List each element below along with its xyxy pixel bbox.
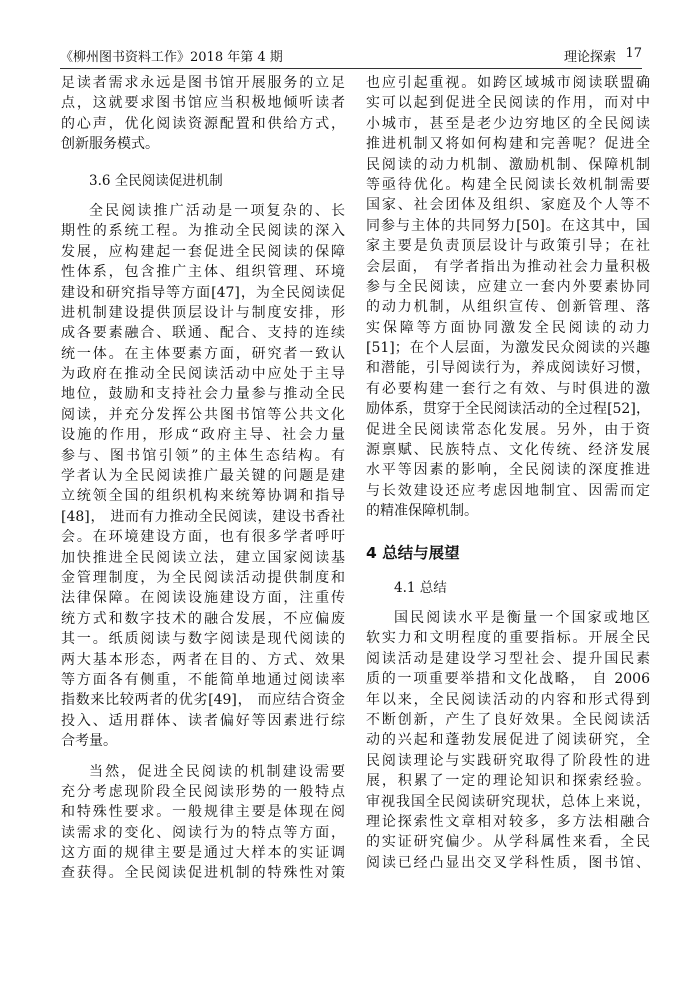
text-line: 其一。纸质阅读与数字阅读是现代阅读的 xyxy=(61,631,345,648)
text-line: 等亟待优化。构建全民阅读长效机制需要 xyxy=(366,176,650,193)
subheading-4-1: 4.1 总结 xyxy=(394,579,447,596)
journal-citation: 《柳州图书资料工作》2018 年第 4 期 xyxy=(60,50,283,65)
left-column xyxy=(61,73,345,884)
text-line: 足读者需求永远是图书馆开展服务的立足 xyxy=(61,75,345,91)
text-line: 金管理制度，为全民阅读活动提供制度和 xyxy=(61,569,345,586)
text-line: 立统领全国的组织机构来统筹协调和指导 xyxy=(61,488,345,505)
text-line: 创新服务模式。 xyxy=(61,136,159,153)
text-line: 成各要素融合、联通、配合、支持的连续 xyxy=(61,325,345,342)
page-number: 17 xyxy=(625,46,642,61)
text-line: 源禀赋、民族特点、文化传统、经济发展 xyxy=(366,442,650,459)
text-line: 投入、适用群体、读者偏好等因素进行综 xyxy=(61,712,345,729)
paragraph-special xyxy=(61,762,345,884)
text-line: 国家、社会团体及组织、家庭及个人等不 xyxy=(366,197,650,214)
text-line: 设施的作用，形成“政府主导、社会力量 xyxy=(61,427,345,444)
text-line: 实保障等方面协同激发全民阅读的动力 xyxy=(366,319,650,336)
text-line: 充分考虑现阶段全民阅读形势的一般特点 xyxy=(61,783,345,800)
text-line: [51]；在个人层面，为激发民众阅读的兴趣 xyxy=(366,340,650,357)
text-line: 有必要构建一套行之有效、与时俱进的激 xyxy=(366,380,650,397)
text-line: 发展，应构建起一套促进全民阅读的保障 xyxy=(61,243,345,260)
text-line: 期性的系统工程。为推动全民阅读的深入 xyxy=(61,223,345,240)
text-line: 两大基本形态，两者在目的、方式、效果 xyxy=(61,651,345,668)
text-line: 的精准保障机制。 xyxy=(366,503,478,520)
text-line: 加快推进全民阅读立法，建立国家阅读基 xyxy=(61,549,345,566)
section-4-title: 4 总结与展望 xyxy=(366,543,460,562)
section-label: 理论探索 xyxy=(563,50,616,65)
text-line: 会。在环境建设方面，也有很多学者呼吁 xyxy=(61,529,345,546)
text-line: 动的兴起和蓬勃发展促进了阅读研究，全 xyxy=(366,732,650,749)
subheading-3-6: 3.6 全民阅读促进机制 xyxy=(89,172,223,189)
text-line: 阅读已经凸显出交叉学科性质，图书馆、 xyxy=(366,854,650,871)
text-line: 全民阅读推广活动是一项复杂的、长 xyxy=(89,202,345,219)
text-line: 水平等因素的影响，全民阅读的深度推进 xyxy=(366,462,650,479)
text-line: 展，积累了一定的理论知识和探索经验。 xyxy=(366,773,650,790)
text-line: [48]， 进而有力推动全民阅读，建设书香社 xyxy=(61,508,345,525)
text-line: 的实证研究偏少。从学科属性来看，全民 xyxy=(366,834,650,851)
running-header xyxy=(60,38,642,69)
text-line: 地位，鼓励和支持社会力量参与推动全民 xyxy=(61,386,345,403)
paragraph-continued xyxy=(366,73,650,522)
text-line: 为政府在推动全民阅读活动中应处于主导 xyxy=(61,366,345,383)
text-line: 参与全民阅读，应建立一套内外要素协同 xyxy=(366,278,650,295)
text-line: 国民阅读水平是衡量一个国家或地区 xyxy=(394,609,650,626)
text-line: 合考量。 xyxy=(61,733,117,750)
text-line: 当然，促进全民阅读的机制建设需要 xyxy=(89,763,345,780)
text-line: 等方面各有侧重，不能简单地通过阅读率 xyxy=(61,671,345,688)
text-line: 软实力和文明程度的重要指标。开展全民 xyxy=(366,630,650,647)
text-line: 点，这就要求图书馆应当积极地倾听读者 xyxy=(61,95,345,112)
text-line: 这方面的规律主要是通过大样本的实证调 xyxy=(61,845,345,862)
text-line: 家主要是负责顶层设计与政策引导；在社 xyxy=(366,238,650,255)
text-line: 指数来比较两者的优劣[49]， 而应结合资金 xyxy=(61,692,345,709)
text-line: 建设和研究指导等方面[47]，为全民阅读促 xyxy=(61,284,345,301)
text-line: 也应引起重视。如跨区域城市阅读联盟确 xyxy=(366,75,650,91)
text-line: 查获得。全民阅读促进机制的特殊性对策 xyxy=(61,865,345,882)
text-line: 民阅读理论与实践研究取得了阶段性的进 xyxy=(366,752,650,769)
text-line: 法律保障。在阅读设施建设方面，注重传 xyxy=(61,590,345,607)
text-line: 统方式和数字技术的融合发展，不应偏废 xyxy=(61,610,345,627)
text-line: 阅读活动是建设学习型社会、提升国民素 xyxy=(366,650,650,667)
text-line: 理论探索性文章相对较多，多方法相融合 xyxy=(366,813,650,830)
text-line: 推进机制又将如何构建和完善呢？促进全 xyxy=(366,136,650,153)
text-line: 会层面， 有学者指出为推动社会力量积极 xyxy=(366,258,650,275)
text-line: 参与、图书馆引领”的主体生态结构。有 xyxy=(61,447,345,464)
text-line: 性体系，包含推广主体、组织管理、环境 xyxy=(61,264,345,281)
text-line: 不断创新，产生了良好效果。全民阅读活 xyxy=(366,711,650,728)
text-line: 年以来，全民阅读活动的内容和形式得到 xyxy=(366,691,650,708)
text-line: 的心声，优化阅读资源配置和供给方式， xyxy=(61,115,345,132)
paragraph-summary xyxy=(366,608,650,873)
text-line: 进机制建设提供顶层设计与制度安排，形 xyxy=(61,304,345,321)
text-line: 同参与主体的共同努力[50]。在这其中，国 xyxy=(366,217,650,234)
text-line: 励体系，贯穿于全民阅读活动的全过程[52]， xyxy=(366,401,650,418)
text-line: 民阅读的动力机制、激励机制、保障机制 xyxy=(366,156,650,173)
text-line: 与长效建设还应考虑因地制宜、因需而定 xyxy=(366,482,650,499)
text-line: 质的一项重要举措和文化战略， 自 2006 xyxy=(366,671,650,688)
text-line: 和特殊性要求。一般规律主要是体现在阅 xyxy=(61,804,345,821)
text-line: 读需求的变化、阅读行为的特点等方面， xyxy=(61,824,345,841)
paragraph-mechanism xyxy=(61,201,345,752)
right-column xyxy=(366,73,650,873)
text-line: 统一体。在主体要素方面，研究者一致认 xyxy=(61,345,345,362)
text-line: 的动力机制，从组织宣传、创新管理、落 xyxy=(366,299,650,316)
text-line: 学者认为全民阅读推广最关键的问题是建 xyxy=(61,468,345,485)
text-line: 促进全民阅读常态化发展。另外，由于资 xyxy=(366,421,650,438)
paragraph-intro xyxy=(61,73,345,155)
text-line: 阅读，并充分发挥公共图书馆等公共文化 xyxy=(61,406,345,423)
text-line: 实可以起到促进全民阅读的作用，而对中 xyxy=(366,95,650,112)
text-line: 小城市，甚至是老少边穷地区的全民阅读 xyxy=(366,115,650,132)
text-line: 和潜能，引导阅读行为，养成阅读好习惯， xyxy=(366,360,650,377)
text-line: 审视我国全民阅读研究现状，总体上来说， xyxy=(366,793,650,810)
